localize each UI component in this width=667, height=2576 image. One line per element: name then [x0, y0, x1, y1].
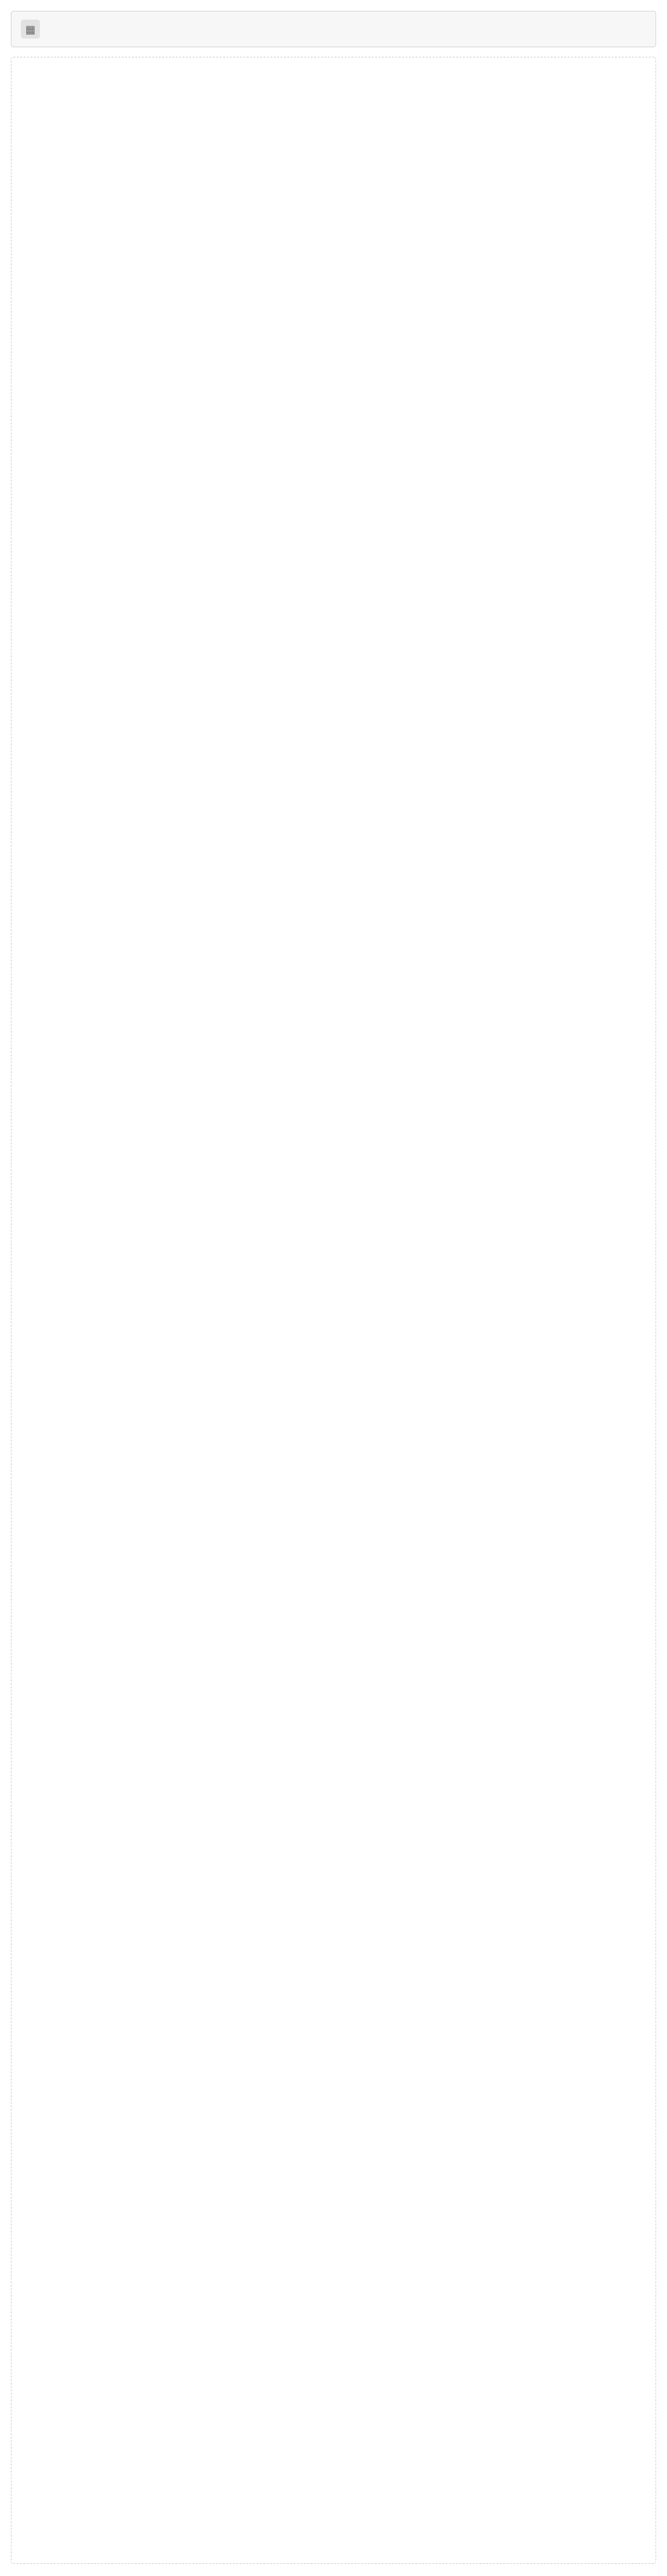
content [11, 57, 656, 2564]
page-header [11, 11, 656, 47]
document-icon: ▦ [21, 20, 40, 39]
